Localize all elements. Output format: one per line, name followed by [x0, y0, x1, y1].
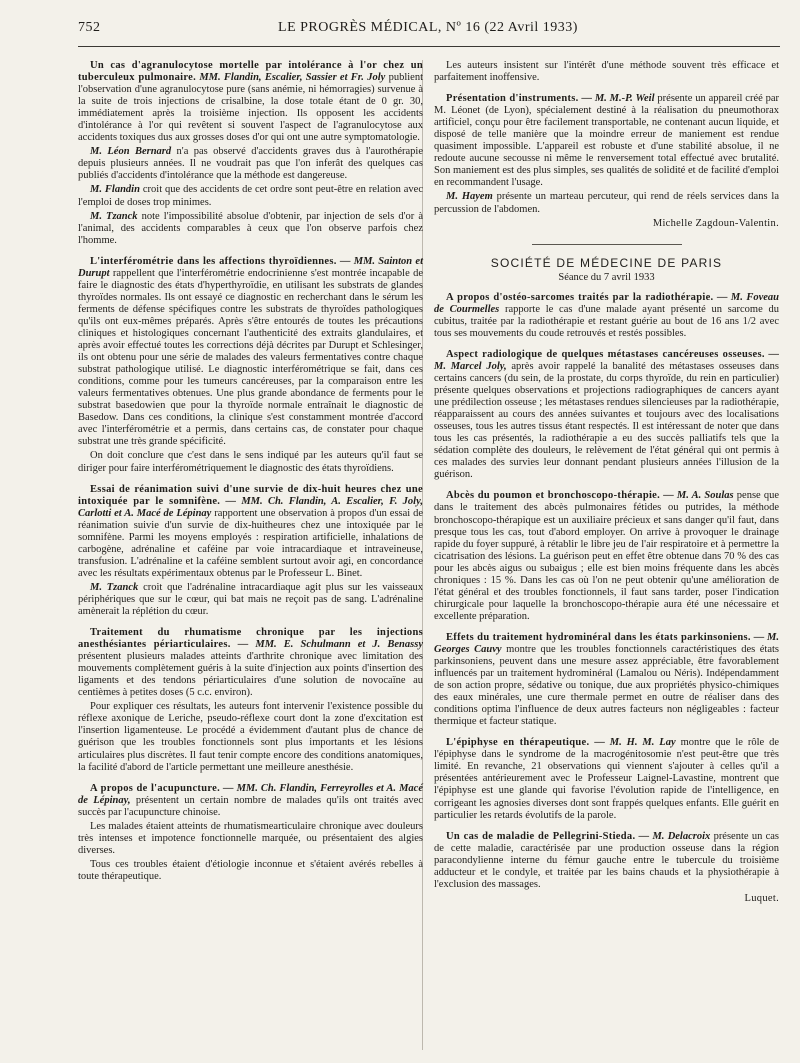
- header-rule: [78, 46, 780, 47]
- article-title: Aspect radiologique de quelques métastases cancéreuses osseuses.: [446, 348, 765, 360]
- article-authors: — MM. Ch. Flandin, Ferreyrolles et A. Macé de Lépinay,: [78, 782, 423, 806]
- article-pellegrini-stieda: [434, 831, 779, 905]
- article-agranulocytose: [78, 60, 423, 247]
- article-text: On doit conclure que c'est dans le sens indiqué par les auteurs qu'il faut se diriger pour faire interférométriquement le diagnostic des états thyroïdiens.: [78, 450, 423, 474]
- speaker-name: M. Flandin: [90, 184, 140, 196]
- article-title: Présentation d'instruments.: [446, 93, 579, 105]
- article-text: Pour expliquer ces résultats, les auteurs font intervenir l'existence possible du réflexe axonique de Leriche, pseudo-réflexe court dont la zone d'excitation est l'insertion ligamenteuse. Le procédé a évidemment d'autant plus de chance de guérison que les troubles fonctionnels sont plus importants et les lésions articulaires plus discrètes. Il faut tenir compte encore des conditions anatomiques, la facilité d'abord de l'article permettant une meilleure anesthésie.: [78, 701, 423, 773]
- page-header: [78, 20, 778, 42]
- article-text: montre que le rôle de l'épiphyse dans le syndrome de la macrogénitosomie n'est peut-être que très limité. En revanche, 21 observations qui viennent s'ajouter à celles qu'il a présentées antérieurement avec le Professeur Laignel-Lavastine, montrent que l'épiphyse est une glande qui favorise l'évolution rapide de l'intelligence, en corrigeant les agnosies diverses dont sont frappés quelques enfants. Elle guérit en particulier les retards évolutifs de la parole.: [434, 737, 780, 821]
- article-title: Effets du traitement hydrominéral dans les états parkinsoniens.: [446, 631, 751, 643]
- article-text: croit que des accidents de cet ordre sont peut-être en relation avec l'emploi de doses trop minimes.: [78, 184, 423, 208]
- article-title: Abcès du poumon et bronchoscopo-thérapie.: [446, 490, 661, 502]
- article-title: Un cas d'agranulocytose mortelle par intolérance à l'or chez un tuberculeux pulmonaire.: [78, 60, 423, 84]
- article-acupuncture-continued: [434, 60, 779, 84]
- article-authors: — MM. Sainton et Durupt: [78, 255, 423, 279]
- article-hydromineral: [434, 632, 779, 728]
- article-abces-poumon: [434, 490, 779, 623]
- article-instruments: [434, 93, 779, 230]
- article-authors: — MM. E. Schulmann et J. Benassy: [237, 639, 423, 651]
- article-text: note l'impossibilité absolue d'obtenir, par injection de sels d'or à l'animal, des accidents comparables à ceux que l'on observe parfois chez l'homme.: [78, 210, 423, 246]
- journal-title: LE PROGRÈS MÉDICAL, Nº 16 (22 Avril 1933): [278, 20, 578, 35]
- article-text: Les malades étaient atteints de rhumatismearticulaire chronique avec douleurs très intenses et impotence fonctionnelle marquée, ou présentaient des algies diverses.: [78, 820, 423, 856]
- left-column: [78, 60, 423, 892]
- article-title: A propos d'ostéo-sarcomes traités par la radiothérapie.: [446, 291, 714, 303]
- article-text: rappellent que l'interférométrie endocrinienne s'est montrée incapable de faire le diagnostic des états d'hyperthyroïdie, en utilisant les substrats de glandes thyroïdes normales. Ils ont essayé ce diagnostic en recherchant dans le sérum les ferments de défense spécifiques contre les substrats de thyroïdes pathologiques qu'ils ont eux-mêmes préparés. Après s'être entourés de toutes les précautions cliniques et histologiques concernant l'authenticité des extraits glandulaires, et après avoir effectué toutes les corrections déjà décrites par Durupt et Schlesinger, ils ont obtenu pour une série de malades des valeurs fermentatives contre chaque substrat pathologique utilisé. Le diagnostic interférométrique se fait, dans ces conditions, comme pour les tumeurs cancéreuses, par la comparaison entre les valeurs fermentatives obtenues. Une plus grande abondance de ferments pour le substrat basedowien que pour la thyroïde normale entraînait le diagnostic de Basedow. Dans ces conditions, la clinique s'est constamment montrée d'accord avec l'interférométrie et a permis, dans certains cas, de constater pour chaque substrat une très grande spécificité.: [78, 267, 423, 448]
- article-text: présentent un certain nombre de malades qu'ils ont traités avec succès par l'acupuncture chinoise.: [78, 794, 424, 818]
- article-text: Les auteurs insistent sur l'intérêt d'une méthode souvent très efficace et parfaitement inoffensive.: [434, 60, 779, 84]
- section-divider: [532, 244, 682, 245]
- article-text: présente un appareil créé par M. Léonet (de Lyon), spécialement destiné à la réalisation du pneumothorax artificiel, conçu pour être facilement transportable, ne contenant aucun liquide, et disposé de telle manière que la moindre erreur de maniement est rendue quasiment impossible. L'appareil est robuste et d'une stabilité absolue, il ne redoute aucune secousse ni même le renversement total effectué avec brutalité. Son maniement est des plus simples, ses qualités de solidité et de facilité d'emploi en recommandent l'usage.: [434, 93, 780, 189]
- reporter-signature: Michelle Zagdoun-Valentin.: [652, 217, 779, 229]
- article-title: Essai de réanimation suivi d'une survie de dix-huit heures chez une intoxiquée par le somnifène.: [78, 483, 423, 507]
- article-title: Un cas de maladie de Pellegrini-Stieda.: [446, 830, 636, 842]
- speaker-name: M. Tzanck: [90, 210, 138, 222]
- article-authors: — M. A. Soulas: [663, 490, 734, 502]
- article-epiphyse: [434, 737, 779, 821]
- article-text: rapportent une observation à propos d'un essai de réanimation suivie d'un survie de dix-huitheures chez une intoxiquée par le somnifène. Parmi les moyens employés : respiration artificielle, inhalations de carbogène, adrénaline et caféine par voie intracardiaque et intraveineuse, transfusion. L'adrénaline et la caféine semblent surtout avoir agi, en concordance avec les résultats expérimentaux obtenus par le Professeur L. Binet.: [78, 507, 423, 579]
- speaker-name: M. Hayem: [446, 191, 493, 203]
- speaker-name: M. Léon Bernard: [90, 146, 172, 158]
- page-number: 752: [78, 20, 101, 35]
- article-acupuncture: [78, 783, 423, 883]
- article-text: pense que dans le traitement des abcès pulmonaires fétides ou putrides, la méthode bronchoscopo-thérapique est un auxiliaire précieux et sans danger qu'il faut, dans presque tous les cas, tout d'abord employer. On arrive à provoquer le drainage rapide du foyer suppuré, à rétablir le libre jeu de l'air respiratoire et à permettre la cicatrisation des lésions. La guérison peut en effet être obtenue dans 70 % des cas pour les abcès aigus ou subaigus ; elle est bien moins fréquente dans les abcès chroniques : 15 %. Dans les cas où l'on ne peut obtenir qu'une amélioration de l'état général et des troubles fonctionnels, il faut sans tarder, poser l'indication chirurgicale pour laquelle la bronchoscopo-thérapie aura été une nécessaire et excellente préparation.: [434, 490, 780, 622]
- article-title: Traitement du rhumatisme chronique par les injections anesthésiantes périarticulaires.: [78, 627, 423, 651]
- article-text: présente un cas de cette maladie, caractérisée par une production osseuse dans la région paracondylienne interne du fémur gauche entre le tubercule du troisième adducteur et le condyle, et traitée par les bains chauds et la physiothérapie à l'exclusion des massages.: [434, 830, 780, 890]
- article-authors: — M. Foveau de Courmelles: [434, 291, 780, 315]
- session-date: Séance du 7 avril 1933: [558, 271, 655, 283]
- article-metastases: [434, 349, 779, 482]
- article-authors: — M. Georges Cauvy: [434, 631, 779, 655]
- article-authors: — M. Marcel Joly,: [434, 348, 779, 372]
- reporter-signature: Luquet.: [744, 892, 779, 904]
- article-osteosarcomes: [434, 292, 779, 340]
- article-text: après avoir rappelé la banalité des métastases osseuses dans certains cancers (du sein, de la prostate, du corps thyroïde, du rein en particulier) présente quelques observations et projections radiographiques de cancers ayant une prédilection osseuse ; les métastases rendues silencieuses par la radiothérapie, réapparaissent au cours des années suivantes et toujours avec des localisations osseuses, tous les autres tissus étant respectés. Il est intéressant de noter que dans tous les cas présentés, la radiothérapie a eu des succès palliatifs tels que la sédation complète des douleurs, le relèvement de l'état général qui ont permis à ces malades des survies leur donnant pendant plusieurs années l'illusion de la guérison.: [434, 360, 779, 481]
- article-rhumatisme: [78, 627, 423, 774]
- article-title: A propos de l'acupuncture.: [90, 782, 220, 794]
- article-reanimation: [78, 484, 423, 619]
- article-authors: — M. M.-P. Weil: [581, 93, 655, 105]
- article-text: n'a pas observé d'accidents graves dus à l'aurothérapie depuis plusieurs années. Il ne voudrait pas que l'on inferât des quelques cas publiés d'accidents d'intolérance que la méthode est dangereuse.: [78, 146, 423, 182]
- society-heading: SOCIÉTÉ DE MÉDECINE DE PARIS: [490, 255, 723, 270]
- speaker-name: M. Tzanck: [90, 581, 139, 593]
- article-title: L'interférométrie dans les affections thyroïdiennes.: [90, 255, 337, 267]
- article-interferometrie: [78, 256, 423, 475]
- article-authors: — M. H. M. Lay: [594, 737, 676, 749]
- article-text: publient l'observation d'une agranulocytose pure (sans anémie, ni hémorragies) survenue à la suite de trois injections de crisalbine, la dose totale étant de 0 gr. 30, immédiatement après la troisième injection. Ils opposent les accidents d'intolérance à l'or qui revêtent si souvent l'aspect de l'agranulocytose aux accidents toxiques dus aux grosses doses d'or qui ont une autre symptomatologie.: [78, 72, 424, 144]
- article-text: montre que les troubles fonctionnels caractéristiques des états parkinsoniens, peuvent dans une mesure assez appréciable, être favorablement influencés par un traitement hydrominéral (Lamalou ou Néris). Indépendamment de son action propre, sédative ou tonique, due aux propriétés physico-chimiques des eaux minérales, une cure thermale permet en outre de réaliser dans des conditions optima l'influence de deux autres facteurs non négligeables : facteur thermique et facteur statique.: [434, 643, 780, 728]
- article-title: L'épiphyse en thérapeutique.: [446, 737, 590, 749]
- right-column: [434, 60, 779, 914]
- article-text: croit que l'adrénaline intracardiaque agit plus sur les vaisseaux périphériques que sur le cœur, qui bat mais ne reçoit pas de sang. L'adrénaline amènerait la réplétion du cœur.: [78, 581, 424, 618]
- article-text: présentent plusieurs malades atteints d'arthrite chronique avec limitation des mouvements complètement guéris à la suite d'injection aux points d'insertion des ligaments et des tendons périarticulaires d'une solution de novocaïne au centièmes à petites doses (5 c.c. environ).: [78, 651, 423, 699]
- article-authors: — M. Delacroix: [638, 830, 711, 842]
- article-text: Tous ces troubles étaient d'étiologie inconnue et s'étaient avérés rebelles à toute thérapeutique.: [78, 858, 423, 882]
- article-text: rapporte le cas d'une malade ayant présenté un sarcome du cubitus, traitée par la radiothérapie et restant guérie au bout de 16 ans 1/2 avec tous ses mouvements du coude retrouvés et restés possibles.: [434, 303, 779, 339]
- article-authors: — MM. Ch. Flandin, A. Escalier, F. Joly, Carlotti et A. Macé de Lépinay: [78, 495, 423, 519]
- article-authors: MM. Flandin, Escalier, Sassier et Fr. Joly: [199, 72, 386, 84]
- article-text: présente un marteau percuteur, qui rend de réels services dans la percussion de l'abdomen.: [434, 191, 780, 215]
